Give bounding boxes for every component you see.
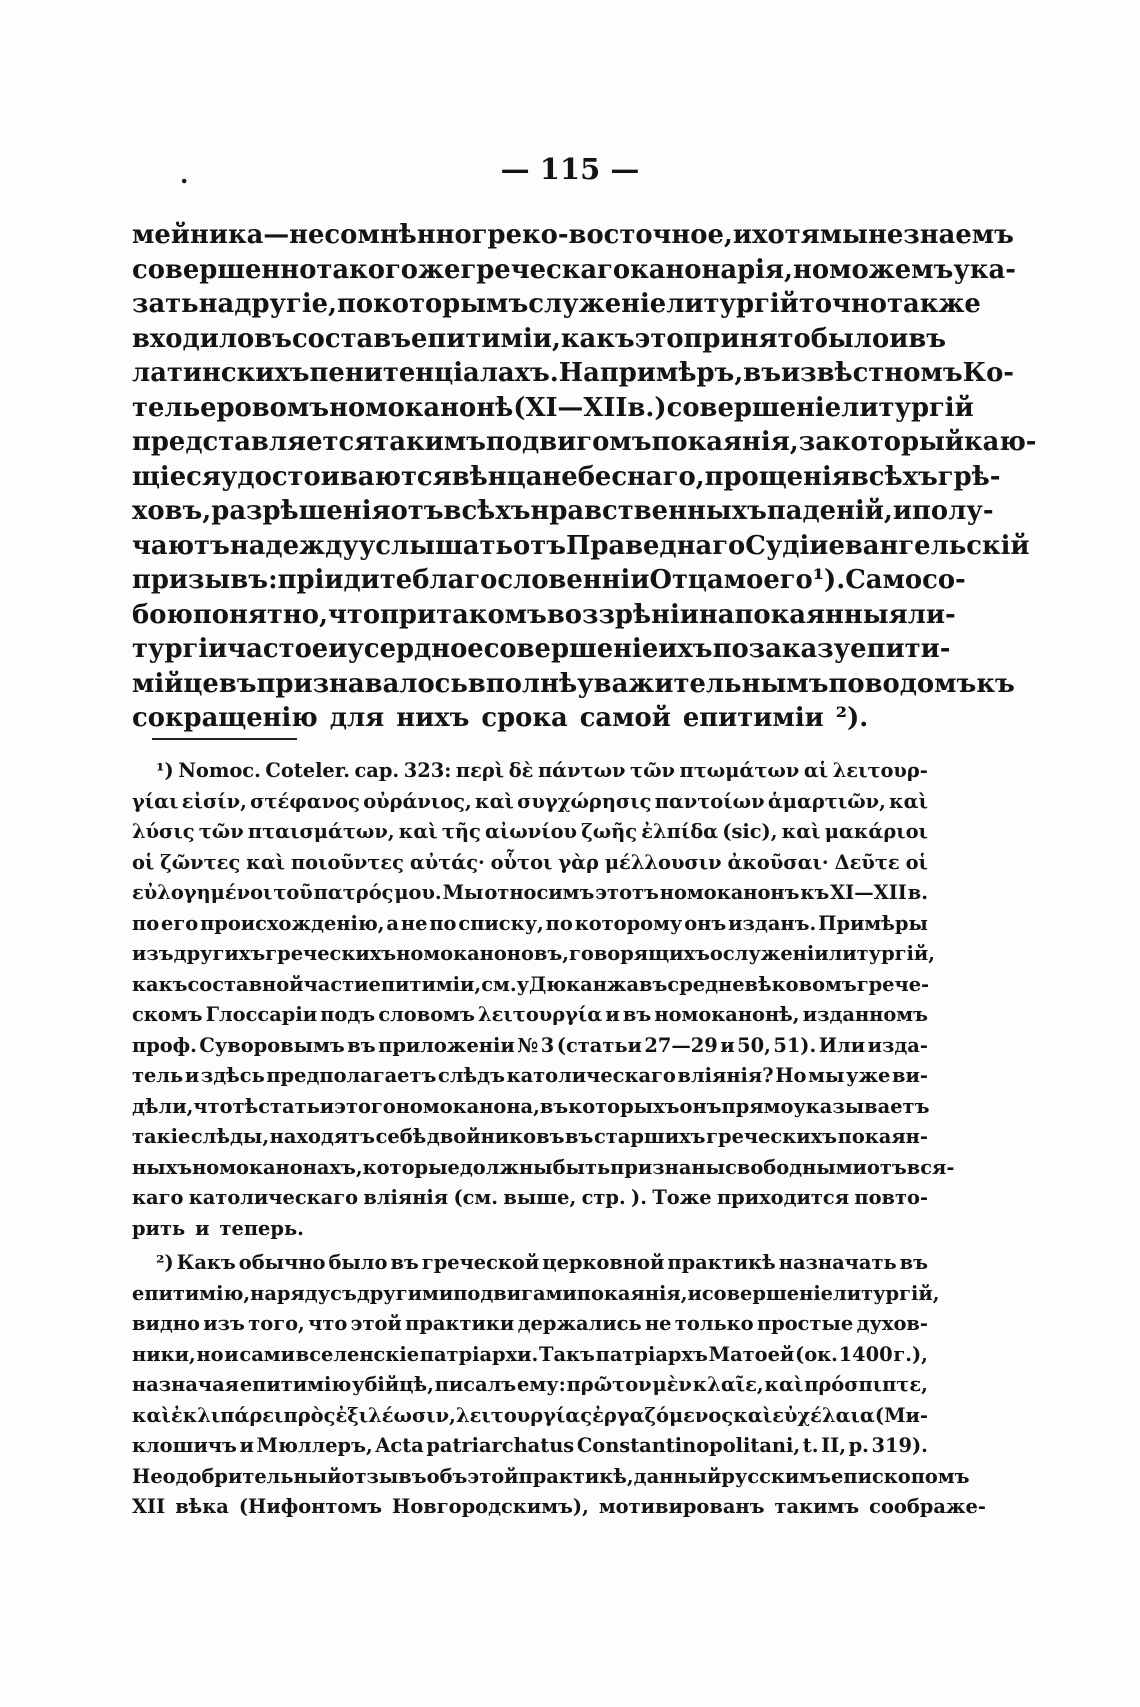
footnote-1-line: γίαι εἰσίν, στέφανος οὐράνιος, καὶ συγχώρησις παντοίων ἁμαρτιῶν, καὶ	[132, 789, 928, 813]
main-text-line: представляется такимъ подвигомъ покаянія, за который каю-	[132, 427, 1037, 457]
footnote-1-line: скомъ Глоссаріи подъ словомъ λειτουργία и въ номоканонѣ, изданномъ	[132, 1003, 928, 1026]
main-text-line: входило въ составъ епитиміи, какъ это принято было и въ	[132, 323, 947, 354]
footnote-1-line: каго католическаго вліянія (см. выше, стр. ). Тоже приходится повто-	[132, 1186, 928, 1209]
footnote-separator	[152, 738, 297, 740]
footnote-1-line: εὐλογημένοι τοῦ πατρός μου. Мы относимъ этотъ номоканонъ къ XI—XII в.	[132, 881, 928, 904]
footnote-2-line: καὶ ἐκλιπάρει πρὸς ἐξιλέωσιν, λειτουργίας ἐργαζόμενος καὶ εὐχέλαια (Ми-	[132, 1403, 928, 1427]
footnote-2-line: ²) Какъ обычно было въ греческой церковной практикѣ назначать въ	[156, 1251, 928, 1274]
footnote-1	[132, 756, 955, 1244]
stray-mark: .	[180, 160, 189, 189]
footnote-2-line: ники, но и сами вселенскіе патріархи. Такъ патріархъ Матоей (ок. 1400 г.),	[132, 1342, 928, 1366]
footnote-2-line: клошичъ и Мюллеръ, Acta patriarchatus Constantinopolitani, t. II, p. 319).	[132, 1434, 928, 1457]
footnotes-block	[132, 756, 986, 1523]
main-text-line: сокращенію для нихъ срока самой епитиміи ²).	[132, 703, 869, 733]
main-text-block	[132, 218, 1037, 736]
footnote-1-line: по его происхожденію, а не по списку, по которому онъ изданъ. Примѣры	[132, 911, 928, 935]
main-text-line: тельеровомъ номоканонѣ (XI—XII в.) совершеніе литургій	[132, 392, 974, 423]
main-text-line: щіеся удостоиваются вѣнца небеснаго, прощенія всѣхъ грѣ-	[132, 461, 1001, 492]
main-text-line: ховъ, разрѣшенія отъ всѣхъ нравственныхъ паденій, и полу-	[132, 496, 994, 526]
main-text-line: мейника—несомнѣнно греко-восточное, и хотя мы не знаемъ	[132, 220, 1014, 250]
main-text-line: зать на другіе, по которымъ служеніе литургій точно также	[132, 289, 981, 319]
main-text-line: бою понятно, что при такомъ воззрѣніи на покаянныя ли-	[132, 599, 956, 630]
footnote-2-line: XII вѣка (Нифонтомъ Новгородскимъ), мотивированъ такимъ соображе-	[132, 1495, 986, 1518]
main-text-line: мійцевъ признавалось вполнѣ уважительнымъ поводомъ къ	[132, 668, 1015, 699]
footnote-1-line: изъ другихъ греческихъ номоканоновъ, говорящихъ о служеніи литургій,	[132, 942, 936, 965]
main-text-line: призывъ: пріидите благословенніи Отца моего ¹). Само со-	[132, 565, 966, 595]
footnote-1-line: ¹) Nomoc. Coteler. cap. 323: περὶ δὲ πάντων τῶν πτωμάτων αἱ λειτουρ-	[156, 759, 928, 782]
footnote-1-line: такіе слѣды, находятъ себѣ двойниковъ въ старшихъ греческихъ покаян-	[132, 1125, 928, 1148]
main-text-line: тургіи частое и усердное совершеніе ихъ по заказу епити-	[132, 634, 951, 664]
footnote-1-line: οἱ ζῶντες καὶ ποιοῦντες αὐτάς· οὗτοι γὰρ μέλλουσιν ἀκοῦσαι· Δεῦτε οἱ	[132, 850, 928, 874]
footnote-2-line: назначая епитимію убійцѣ, писалъ ему: πρῶτον μὲν κλαῖε, καὶ πρόσπιπτε,	[132, 1373, 928, 1396]
footnote-2-line: видно изъ того, что этой практики держались не только простые духов-	[132, 1312, 928, 1335]
footnote-2-line: Неодобрительный отзывъ объ этой практикѣ, данный русскимъ епископомъ	[132, 1464, 970, 1488]
main-text-line: латинскихъ пенитенціалахъ. Напримѣръ, въ извѣстномъ Ко-	[132, 358, 1015, 388]
page-number: — 115 —	[500, 152, 640, 186]
main-text-line: чаютъ надежду услышать отъ Праведнаго Судіи евангельскій	[132, 530, 1030, 561]
footnote-1-line: ныхъ номоканонахъ, которые должны быть признаны свободными отъ вся-	[132, 1155, 955, 1179]
footnote-2-line: епитимію, наряду съ другими подвигами покаянія, и совершеніе литургій,	[132, 1281, 940, 1305]
footnote-2	[132, 1248, 986, 1523]
footnote-1-line: проф. Суворовымъ въ приложеніи № 3 (статьи 27—29 и 50, 51). Или изда-	[132, 1033, 928, 1057]
footnote-1-line: тель и здѣсь предполагаетъ слѣдъ католическаго вліянія? Но мы уже ви-	[132, 1064, 928, 1087]
footnote-1-line: дѣли, что тѣ статьи этого номоканона, въ которыхъ онъ прямо указываетъ	[132, 1094, 930, 1118]
footnote-1-line: рить и теперь.	[132, 1216, 304, 1240]
footnote-1-line: какъ составной части епитиміи, см. у Дюканжа въ средневѣковомъ грече-	[132, 972, 930, 996]
main-text-line: совершенно такого же греческаго канонарія, но можемъ ука-	[132, 254, 1016, 285]
footnote-1-line: λύσις τῶν πταισμάτων, καὶ τῆς αἰωνίου ζωῆς ἐλπίδα (sic), καὶ μακάριοι	[132, 820, 928, 843]
